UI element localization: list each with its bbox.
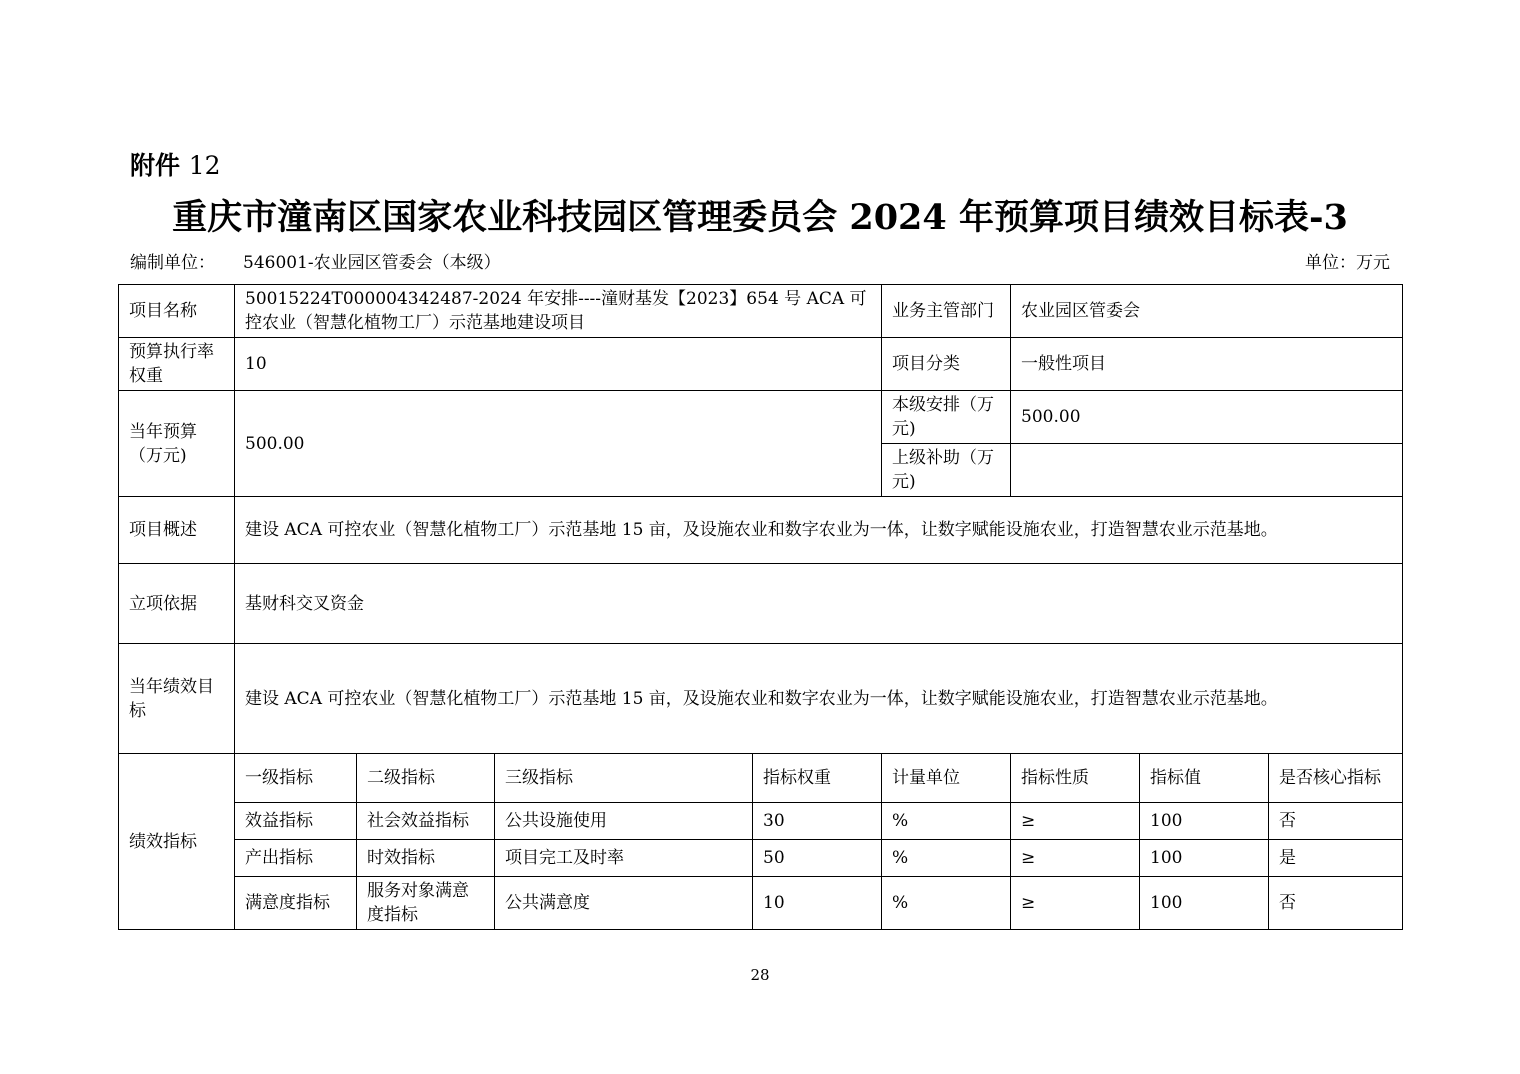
local-label: 本级安排（万元) bbox=[882, 391, 1011, 444]
attachment-label: 附件 12 bbox=[130, 151, 221, 180]
table-row bbox=[119, 803, 1403, 840]
row-overview bbox=[119, 497, 1403, 564]
table-cell: 10 bbox=[753, 877, 882, 930]
overview-value: 建设 ACA 可控农业（智慧化植物工厂）示范基地 15 亩，及设施农业和数字农业为一体，让数字赋能设施农业，打造智慧农业示范基地。 bbox=[235, 497, 1403, 564]
attachment-number: 12 bbox=[188, 151, 221, 180]
table-cell: 产出指标 bbox=[235, 840, 357, 877]
header-cell: 一级指标 bbox=[235, 754, 357, 803]
header-cell: 指标值 bbox=[1140, 754, 1269, 803]
dept-label: 业务主管部门 bbox=[882, 285, 1011, 338]
table-cell: 100 bbox=[1140, 877, 1269, 930]
local-value: 500.00 bbox=[1011, 391, 1403, 444]
row-project-name bbox=[119, 285, 1403, 338]
table-cell: 是 bbox=[1269, 840, 1403, 877]
category-label: 项目分类 bbox=[882, 338, 1011, 391]
table-cell: ≥ bbox=[1011, 803, 1140, 840]
project-name-value: 50015224T000004342487-2024 年安排----潼财基发【2023】654 号 ACA 可控农业（智慧化植物工厂）示范基地建设项目 bbox=[235, 285, 882, 338]
budget-value: 500.00 bbox=[235, 391, 882, 497]
budget-label: 当年预算（万元) bbox=[119, 391, 235, 497]
project-name-label: 项目名称 bbox=[119, 285, 235, 338]
table-cell: 项目完工及时率 bbox=[495, 840, 753, 877]
header-cell: 三级指标 bbox=[495, 754, 753, 803]
basis-value: 基财科交叉资金 bbox=[235, 564, 1403, 644]
table-cell: 否 bbox=[1269, 803, 1403, 840]
performance-table bbox=[118, 284, 1403, 930]
table-cell: ≥ bbox=[1011, 840, 1140, 877]
table-cell: 否 bbox=[1269, 877, 1403, 930]
table-cell: % bbox=[882, 877, 1011, 930]
goal-value: 建设 ACA 可控农业（智慧化植物工厂）示范基地 15 亩，及设施农业和数字农业为一体，让数字赋能设施农业，打造智慧农业示范基地。 bbox=[235, 644, 1403, 754]
header-cell: 是否核心指标 bbox=[1269, 754, 1403, 803]
dept-value: 农业园区管委会 bbox=[1011, 285, 1403, 338]
table-cell: 30 bbox=[753, 803, 882, 840]
category-value: 一般性项目 bbox=[1011, 338, 1403, 391]
table-cell: 公共满意度 bbox=[495, 877, 753, 930]
page-title: 重庆市潼南区国家农业科技园区管理委员会 2024 年预算项目绩效目标表-3 bbox=[172, 197, 1348, 238]
indicators-label: 绩效指标 bbox=[119, 754, 235, 930]
row-budget bbox=[119, 391, 1403, 444]
page-number: 28 bbox=[750, 966, 770, 984]
indicator-header-row bbox=[119, 754, 1403, 803]
header-cell: 指标性质 bbox=[1011, 754, 1140, 803]
table-cell: 社会效益指标 bbox=[357, 803, 495, 840]
goal-label: 当年绩效目标 bbox=[119, 644, 235, 754]
table-cell: 服务对象满意度指标 bbox=[357, 877, 495, 930]
upper-value bbox=[1011, 444, 1403, 497]
upper-label: 上级补助（万元) bbox=[882, 444, 1011, 497]
compiling-unit-label: 编制单位： bbox=[130, 253, 215, 273]
table-cell: 效益指标 bbox=[235, 803, 357, 840]
table-cell: 时效指标 bbox=[357, 840, 495, 877]
table-cell: 50 bbox=[753, 840, 882, 877]
table-row bbox=[119, 840, 1403, 877]
weight-value: 10 bbox=[235, 338, 882, 391]
compiling-unit bbox=[130, 248, 501, 273]
table-cell: 100 bbox=[1140, 803, 1269, 840]
overview-label: 项目概述 bbox=[119, 497, 235, 564]
row-basis bbox=[119, 564, 1403, 644]
compiling-unit-value: 546001-农业园区管委会（本级） bbox=[243, 253, 501, 273]
currency-unit: 单位：万元 bbox=[1305, 253, 1390, 273]
table-row bbox=[119, 877, 1403, 930]
table-cell: % bbox=[882, 803, 1011, 840]
header-cell: 指标权重 bbox=[753, 754, 882, 803]
table-cell: 满意度指标 bbox=[235, 877, 357, 930]
row-goal bbox=[119, 644, 1403, 754]
header-cell: 二级指标 bbox=[357, 754, 495, 803]
row-weight bbox=[119, 338, 1403, 391]
header-cell: 计量单位 bbox=[882, 754, 1011, 803]
table-cell: 100 bbox=[1140, 840, 1269, 877]
basis-label: 立项依据 bbox=[119, 564, 235, 644]
weight-label: 预算执行率权重 bbox=[119, 338, 235, 391]
table-cell: 公共设施使用 bbox=[495, 803, 753, 840]
table-cell: % bbox=[882, 840, 1011, 877]
table-cell: ≥ bbox=[1011, 877, 1140, 930]
